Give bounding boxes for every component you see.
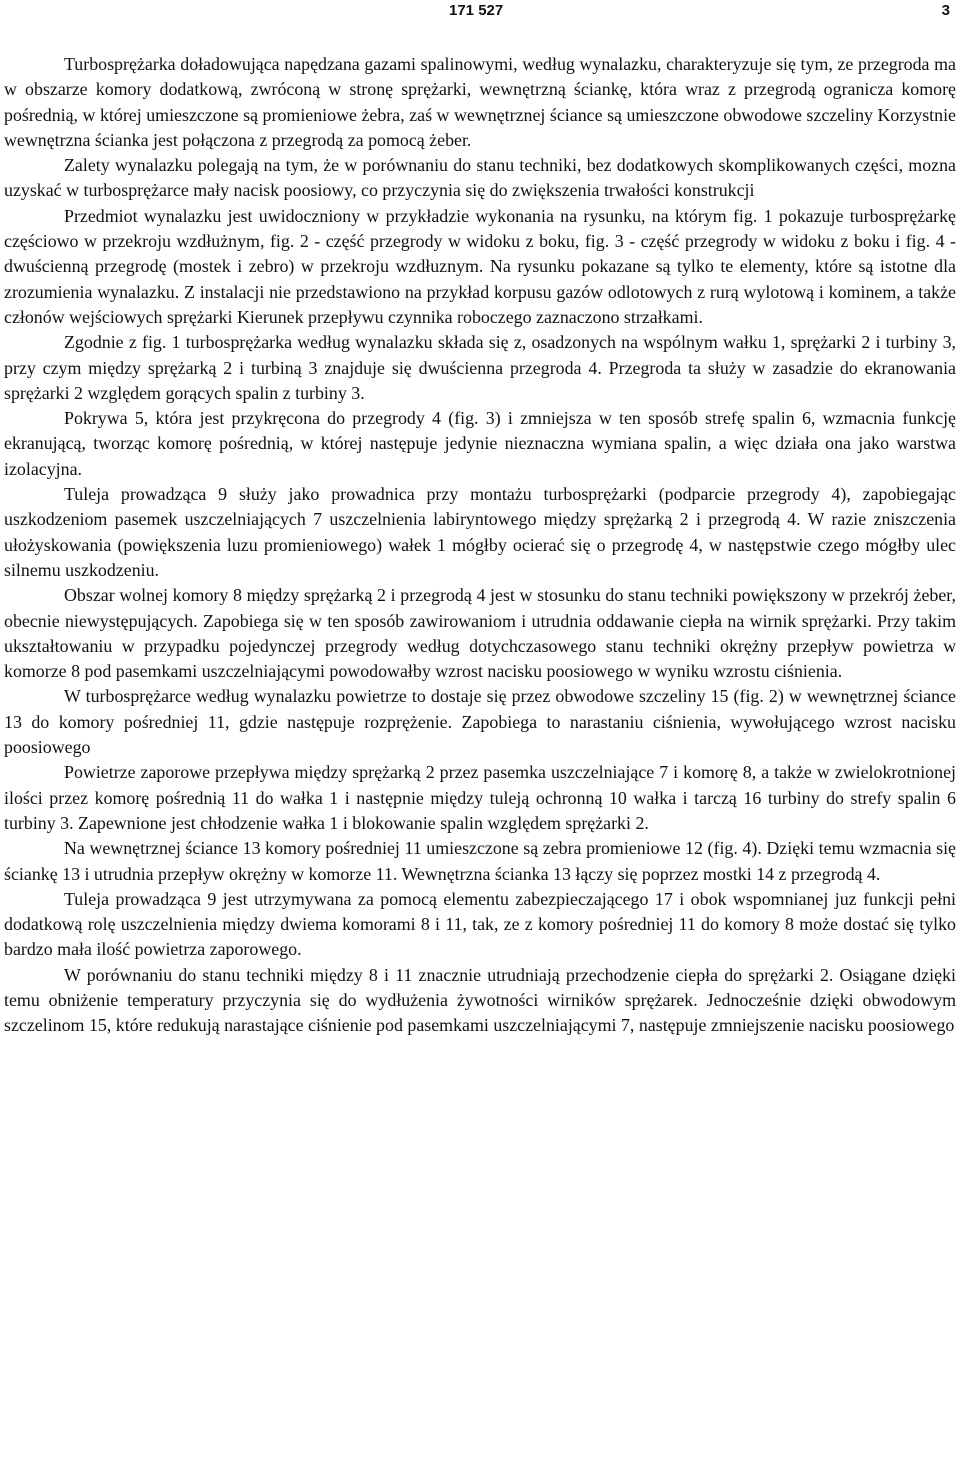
paragraph-12: W porównaniu do stanu techniki między 8 i 11 znacznie utrudniają przechodzenie ciepła do sprężarki 2. Osiągane dzięki temu obniżenie temperatury przyczynia się do wydłużenia żywotności wirników sprężarek. Jednocześnie dzięki obwodowym szczelinom 15, które redukują narastające ciśnienie pod pasemkami uszczelniającymi 7, następuje zmniejszenie nacisku poosiowego xyxy=(4,964,956,1036)
paragraph-7: Obszar wolnej komory 8 między sprężarką 2 i przegrodą 4 jest w stosunku do stanu techniki powiększony w przekrój żeber, obecnie niewystępujących. Zapobiega się w ten sposób zawirowaniom i utrudnia oddawanie ciepła na wirnik sprężarki. Przy takim ukształtowaniu w przypadku pojedynczej przegrody według dotychczasowego stanu techniki okrężny przepływ powietrza w komorze 8 pod pasemkami uszczelniającymi powodowałby wzrost nacisku poosiowego w wyniku wzrostu ciśnienia. xyxy=(4,585,956,682)
patent-number: 171 527 xyxy=(449,2,504,19)
paragraph-5: Pokrywa 5, która jest przykręcona do przegrody 4 (fig. 3) i zmniejsza w ten sposób strefę spalin 6, wzmacnia funkcję ekranującą, tworząc komorę pośrednią, w której następuje jedynie nieznaczna wymiana spalin, a więc działa ona jako warstwa izolacyjna. xyxy=(4,408,956,479)
paragraph-3: Przedmiot wynalazku jest uwidoczniony w przykładzie wykonania na rysunku, na którym fig. 1 pokazuje turbosprężarkę częściowo w przekroju wzdłużnym, fig. 2 - część przegrody w widoku z boku, fig. 3 - część przegrody w widoku z boku i fig. 4 - dwuścienną przegrodę (mostek i zebro) w przekroju wzdłuznym. Na rysunku pokazane są tylko te elementy, które są istotne dla zrozumienia wynalazku. Z instalacji nie przedstawiono na przykład korpusu gazów odlotowych z rurą wylotową i kominem, a także członów wejściowych sprężarki Kierunek przepływu czynnika roboczego zaznaczono strzałkami. xyxy=(4,205,956,327)
paragraph-10: Na wewnętrznej ściance 13 komory pośredniej 11 umieszczone są zebra promieniowe 12 (fig. 4). Dzięki temu wzmacnia się ściankę 13 i utrudnia przepływ okrężny w komorze 11. Wewnętrzna ścianka 13 łączy się poprzez mostki 14 z przegrodą 4. xyxy=(4,838,956,884)
paragraph-11: Tuleja prowadząca 9 jest utrzymywana za pomocą elementu zabezpieczającego 17 i obok wspomnianej juz funkcji pełni dodatkową rolę uszczelnienia między dwiema komorami 8 i 11, tak, ze z komory pośredniej 11 do komory 8 może dostać się tylko bardzo mała ilość powietrza zaporowego. xyxy=(4,888,956,960)
paragraph-4: Zgodnie z fig. 1 turbosprężarka według wynalazku składa się z, osadzonych na wspólnym wałku 1, sprężarki 2 i turbiny 3, przy czym między sprężarką 2 i turbiną 3 znajduje się dwuścienna przegroda 4. Przegroda ta służy w zasadzie do ekranowania sprężarki 2 względem gorących spalin z turbiny 3. xyxy=(4,332,956,403)
paragraph-2: Zalety wynalazku polegają na tym, że w porównaniu do stanu techniki, bez dodatkowych skomplikowanych części, mozna uzyskać w turbosprężarce mały nacisk poosiowy, co przyczynia się do zwiększenia trwałości konstrukcji xyxy=(4,155,956,201)
page-number: 3 xyxy=(941,2,950,19)
document-body xyxy=(4,52,956,1039)
paragraph-1: Turbosprężarka doładowująca napędzana gazami spalinowymi, według wynalazku, charakteryzuje się tym, ze przegroda ma w obszarze komory dodatkową, zwróconą w stronę sprężarki, wewnętrzną ściankę, która wraz z przegrodą ogranicza komorę pośrednią, w której umieszczone są promieniowe żebra, zaś w wewnętrznej ściance są umieszczone obwodowe szczeliny Korzystnie wewnętrzna ścianka jest połączona z przegrodą za pomocą żeber. xyxy=(4,54,956,150)
paragraph-8: W turbosprężarce według wynalazku powietrze to dostaje się przez obwodowe szczeliny 15 (fig. 2) w wewnętrznej ściance 13 do komory pośredniej 11, gdzie następuje rozprężenie. Zapobiega to narastaniu ciśnienia, wywołującego wzrost nacisku poosiowego xyxy=(4,686,956,758)
page-header xyxy=(0,2,960,24)
paragraph-6: Tuleja prowadząca 9 służy jako prowadnica przy montażu turbosprężarki (podparcie przegrody 4), zapobiegając uszkodzeniom pasemek uszczelniających 7 uszczelnienia labiryntowego między sprężarką 2 i przegrodą 4. W razie zniszczenia ułożyskowania (powiększenia luzu promieniowego) wałek 1 mógłby ocierać się o przegrodę 4, w następstwie czego mógłby ulec silnemu uszkodzeniu. xyxy=(4,484,956,580)
paragraph-9: Powietrze zaporowe przepływa między sprężarką 2 przez pasemka uszczelniające 7 i komorę 8, a także w zwielokrotnionej ilości przez komorę pośrednią 11 do wałka 1 i następnie między tuleją ochronną 10 wałka i tarczą 16 turbiny do strefy spalin 6 turbiny 3. Zapewnione jest chłodzenie wałka 1 i blokowanie spalin względem sprężarki 2. xyxy=(4,762,956,833)
